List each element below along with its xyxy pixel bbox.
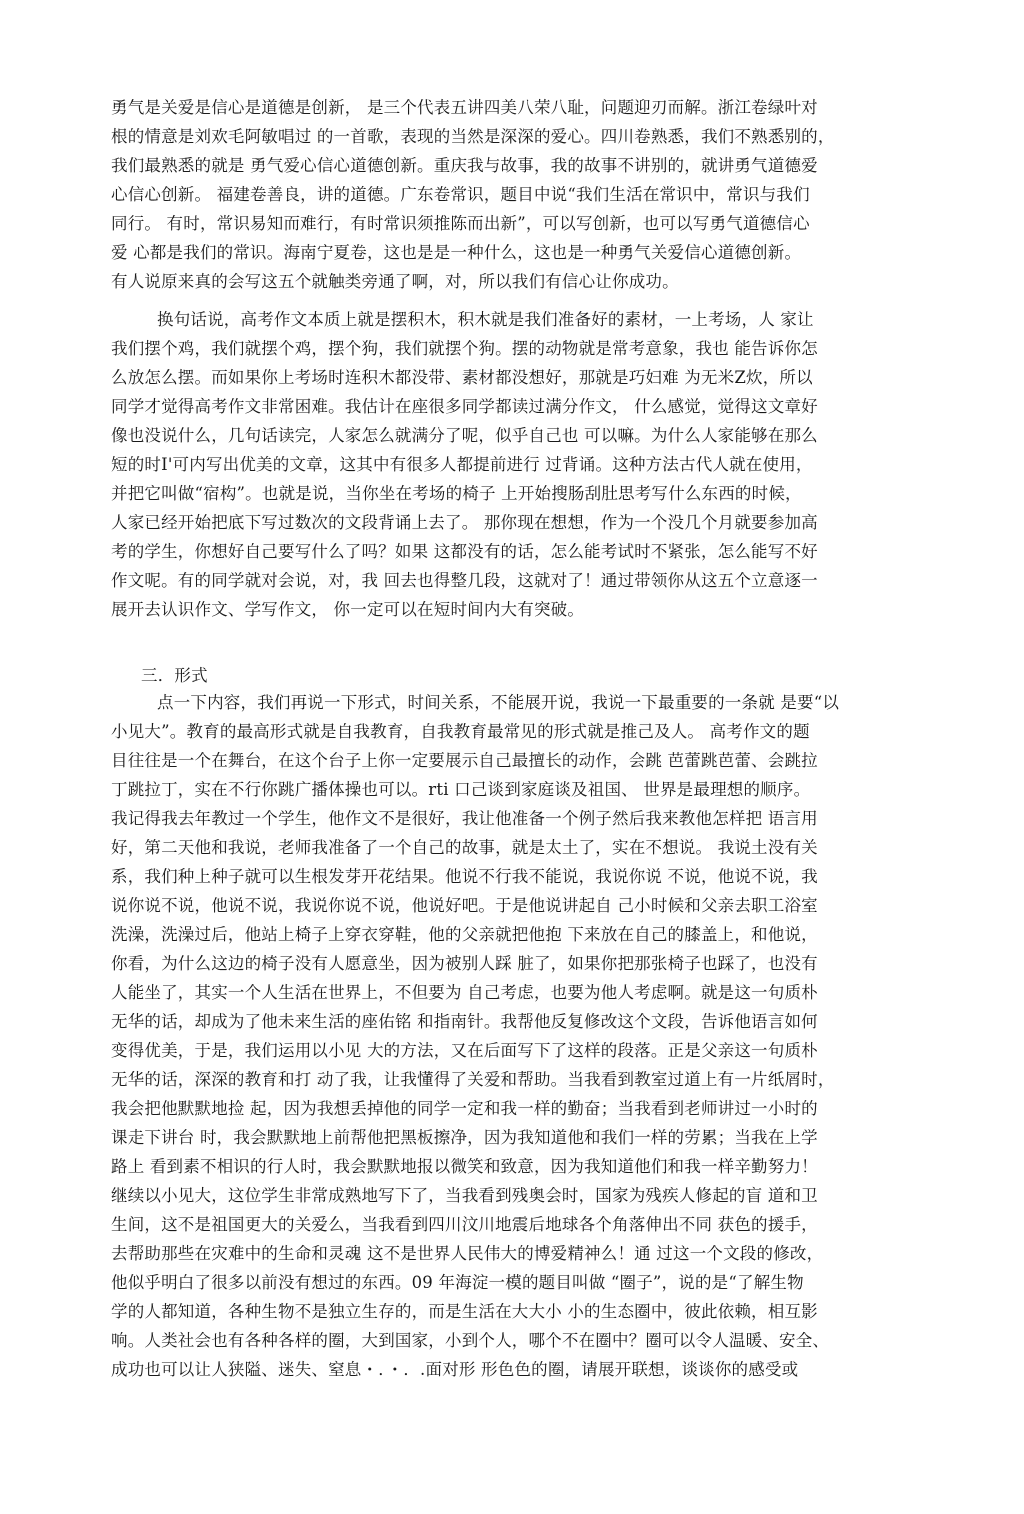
text-line: 生间，这不是祖国更大的关爱么，当我看到四川汶川地震后地球各个角落伸出不同 获色的援手， [111, 1215, 818, 1234]
text-line: 学的人都知道，各种生物不是独立生存的，而是生活在大大小 小的生态圈中，彼此依赖，相互影 [111, 1302, 818, 1321]
text-line: 有人说原来真的会写这五个就触类旁通了啊，对，所以我们有信心让你成功。 [111, 272, 679, 291]
text-line: 课走下讲台 时，我会默默地上前帮他把黑板擦净，因为我知道他和我们一样的劳累；当我在上学 [111, 1128, 818, 1147]
text-line: 换句话说，高考作文本质上就是摆积木，积木就是我们准备好的素材，一上考场，人 家让 [157, 310, 814, 329]
text-line: 变得优美，于是，我们运用以小见 大的方法，又在后面写下了这样的段落。正是父亲这一句质朴 [111, 1041, 818, 1060]
text-line: 我记得我去年教过一个学生，他作文不是很好，我让他准备一个例子然后我来教他怎样把 语言用 [111, 809, 818, 828]
text-line: 路上 看到素不相识的行人时，我会默默地报以微笑和致意，因为我知道他们和我一样辛勤努力！ [111, 1157, 818, 1176]
text-line: 心信心创新。 福建卷善良，讲的道德。广东卷常识，题目中说“我们生活在常识中，常识与我们 [111, 185, 810, 204]
text-line: 并把它叫做“宿构”。也就是说，当你坐在考场的椅子 上开始搜肠刮肚思考写什么东西的时候， [111, 484, 802, 503]
text-line: 洗澡，洗澡过后，他站上椅子上穿衣穿鞋，他的父亲就把他抱 下来放在自己的膝盖上，和他说， [111, 925, 818, 944]
text-line: 点一下内容，我们再说一下形式，时间关系，不能展开说，我说一下最重要的一条就 是要“以 [157, 693, 840, 712]
text-line: 好，第二天他和我说，老师我准备了一个自己的故事，就是太土了，实在不想说。 我说土没有关 [111, 838, 818, 857]
text-line: 同学才觉得高考作文非常困难。我估计在座很多同学都读过满分作文， 什么感觉，觉得这文章好 [111, 397, 818, 416]
text-line: 根的情意是刘欢毛阿敏唱过 的一首歌，表现的当然是深深的爱心。四川卷熟悉，我们不熟悉别的， [111, 127, 835, 146]
paragraph-form [111, 688, 941, 1384]
text-line: 人家已经开始把底下写过数次的文段背诵上去了。 那你现在想想，作为一个没几个月就要参加高 [111, 513, 818, 532]
text-line: 爱 心都是我们的常识。海南宁夏卷，这也是是一种什么，这也是一种勇气关爱信心道德创新。 [111, 243, 802, 262]
text-line: 我会把他默默地捡 起，因为我想丢掉他的同学一定和我一样的勤奋；当我看到老师讲过一小时的 [111, 1099, 818, 1118]
text-line: 成功也可以让人狭隘、迷失、窒息・．・．.面对形 形色色的圈，请展开联想，谈谈你的感受或 [111, 1360, 799, 1379]
text-line: 同行。 有时，常识易知而难行，有时常识须推陈而出新”，可以写创新，也可以写勇气道德信心 [111, 214, 810, 233]
text-line: 目往往是一个在舞台，在这个台子上你一定要展示自己最擅长的动作，会跳 芭蕾跳芭蕾、会跳拉 [111, 751, 818, 770]
text-line: 系，我们种上种子就可以生根发芽开花结果。他说不行我不能说，我说你说 不说，他说不说，我 [111, 867, 818, 886]
text-line: 人能坐了，其实一个人生活在世界上，不但要为 自己考虑，也要为他人考虑啊。就是这一句质朴 [111, 983, 818, 1002]
text-line: 无华的话，却成为了他未来生活的座佑铭 和指南针。我帮他反复修改这个文段，告诉他语言如何 [111, 1012, 818, 1031]
text-line: 继续以小见大，这位学生非常成熟地写下了，当我看到残奥会时，国家为残疾人修起的盲 道和卫 [111, 1186, 818, 1205]
text-line: 响。人类社会也有各种各样的圈，大到国家，小到个人，哪个不在圈中？圈可以令人温暖、安全、 [111, 1331, 830, 1350]
text-line: 展开去认识作文、学写作文， 你一定可以在短时间内大有突破。 [111, 600, 585, 619]
text-line: 他似乎明白了很多以前没有想过的东西。09 年海淀一模的题目叫做 “圈子”，说的是“了解生物 [111, 1273, 804, 1292]
text-line: 么放怎么摆。而如果你上考场时连积木都没带、素材都没想好，那就是巧妇难 为无米Z炊，所以 [111, 368, 813, 387]
text-line: 你看，为什么这边的椅子没有人愿意坐，因为被别人踩 脏了，如果你把那张椅子也踩了，也没有 [111, 954, 818, 973]
paragraph-values [111, 93, 941, 296]
text-line: 像也没说什么，几句话读完，人家怎么就满分了呢，似乎自己也 可以嘛。为什么人家能够在那么 [111, 426, 818, 445]
text-line: 小见大”。教育的最高形式就是自我教育，自我教育最常见的形式就是推己及人。 高考作文的题 [111, 722, 810, 741]
text-line: 无华的话，深深的教育和打 动了我，让我懂得了关爱和帮助。当我看到教室过道上有一片纸屑时， [111, 1070, 835, 1089]
text-line: 去帮助那些在灾难中的生命和灵魂 这不是世界人民伟大的博爱精神么！通 过这一个文段的修改， [111, 1244, 824, 1263]
text-line: 我们最熟悉的就是 勇气爱心信心道德创新。重庆我与故事，我的故事不讲别的，就讲勇气道德爱 [111, 156, 818, 175]
text-line: 作文呢。有的同学就对会说，对，我 回去也得整几段，这就对了！通过带领你从这五个立意逐一 [111, 571, 818, 590]
text-line: 我们摆个鸡，我们就摆个鸡，摆个狗，我们就摆个狗。摆的动物就是常考意象，我也 能告诉你怎 [111, 339, 818, 358]
text-line: 说你说不说，他说不说，我说你说不说，他说好吧。于是他说讲起自 己小时候和父亲去职工浴室 [111, 896, 818, 915]
section-heading: 三．形式 [141, 666, 208, 685]
text-line: 考的学生，你想好自己要写什么了吗？如果 这都没有的话，怎么能考试时不紧张，怎么能写不好 [111, 542, 818, 561]
paragraph-building-blocks [111, 305, 941, 624]
section-heading-block [111, 661, 941, 690]
text-line: 勇气是关爱是信心是道德是创新， 是三个代表五讲四美八荣八耻，问题迎刃而解。浙江卷绿叶对 [111, 98, 818, 117]
text-line: 短的时I'可内写出优美的文章，这其中有很多人都提前进行 过背诵。这种方法古代人就在使用， [111, 455, 813, 474]
text-line: 丁跳拉丁，实在不行你跳广播体操也可以。rti 口己谈到家庭谈及祖国、 世界是最理想的顺序。 [111, 780, 811, 799]
